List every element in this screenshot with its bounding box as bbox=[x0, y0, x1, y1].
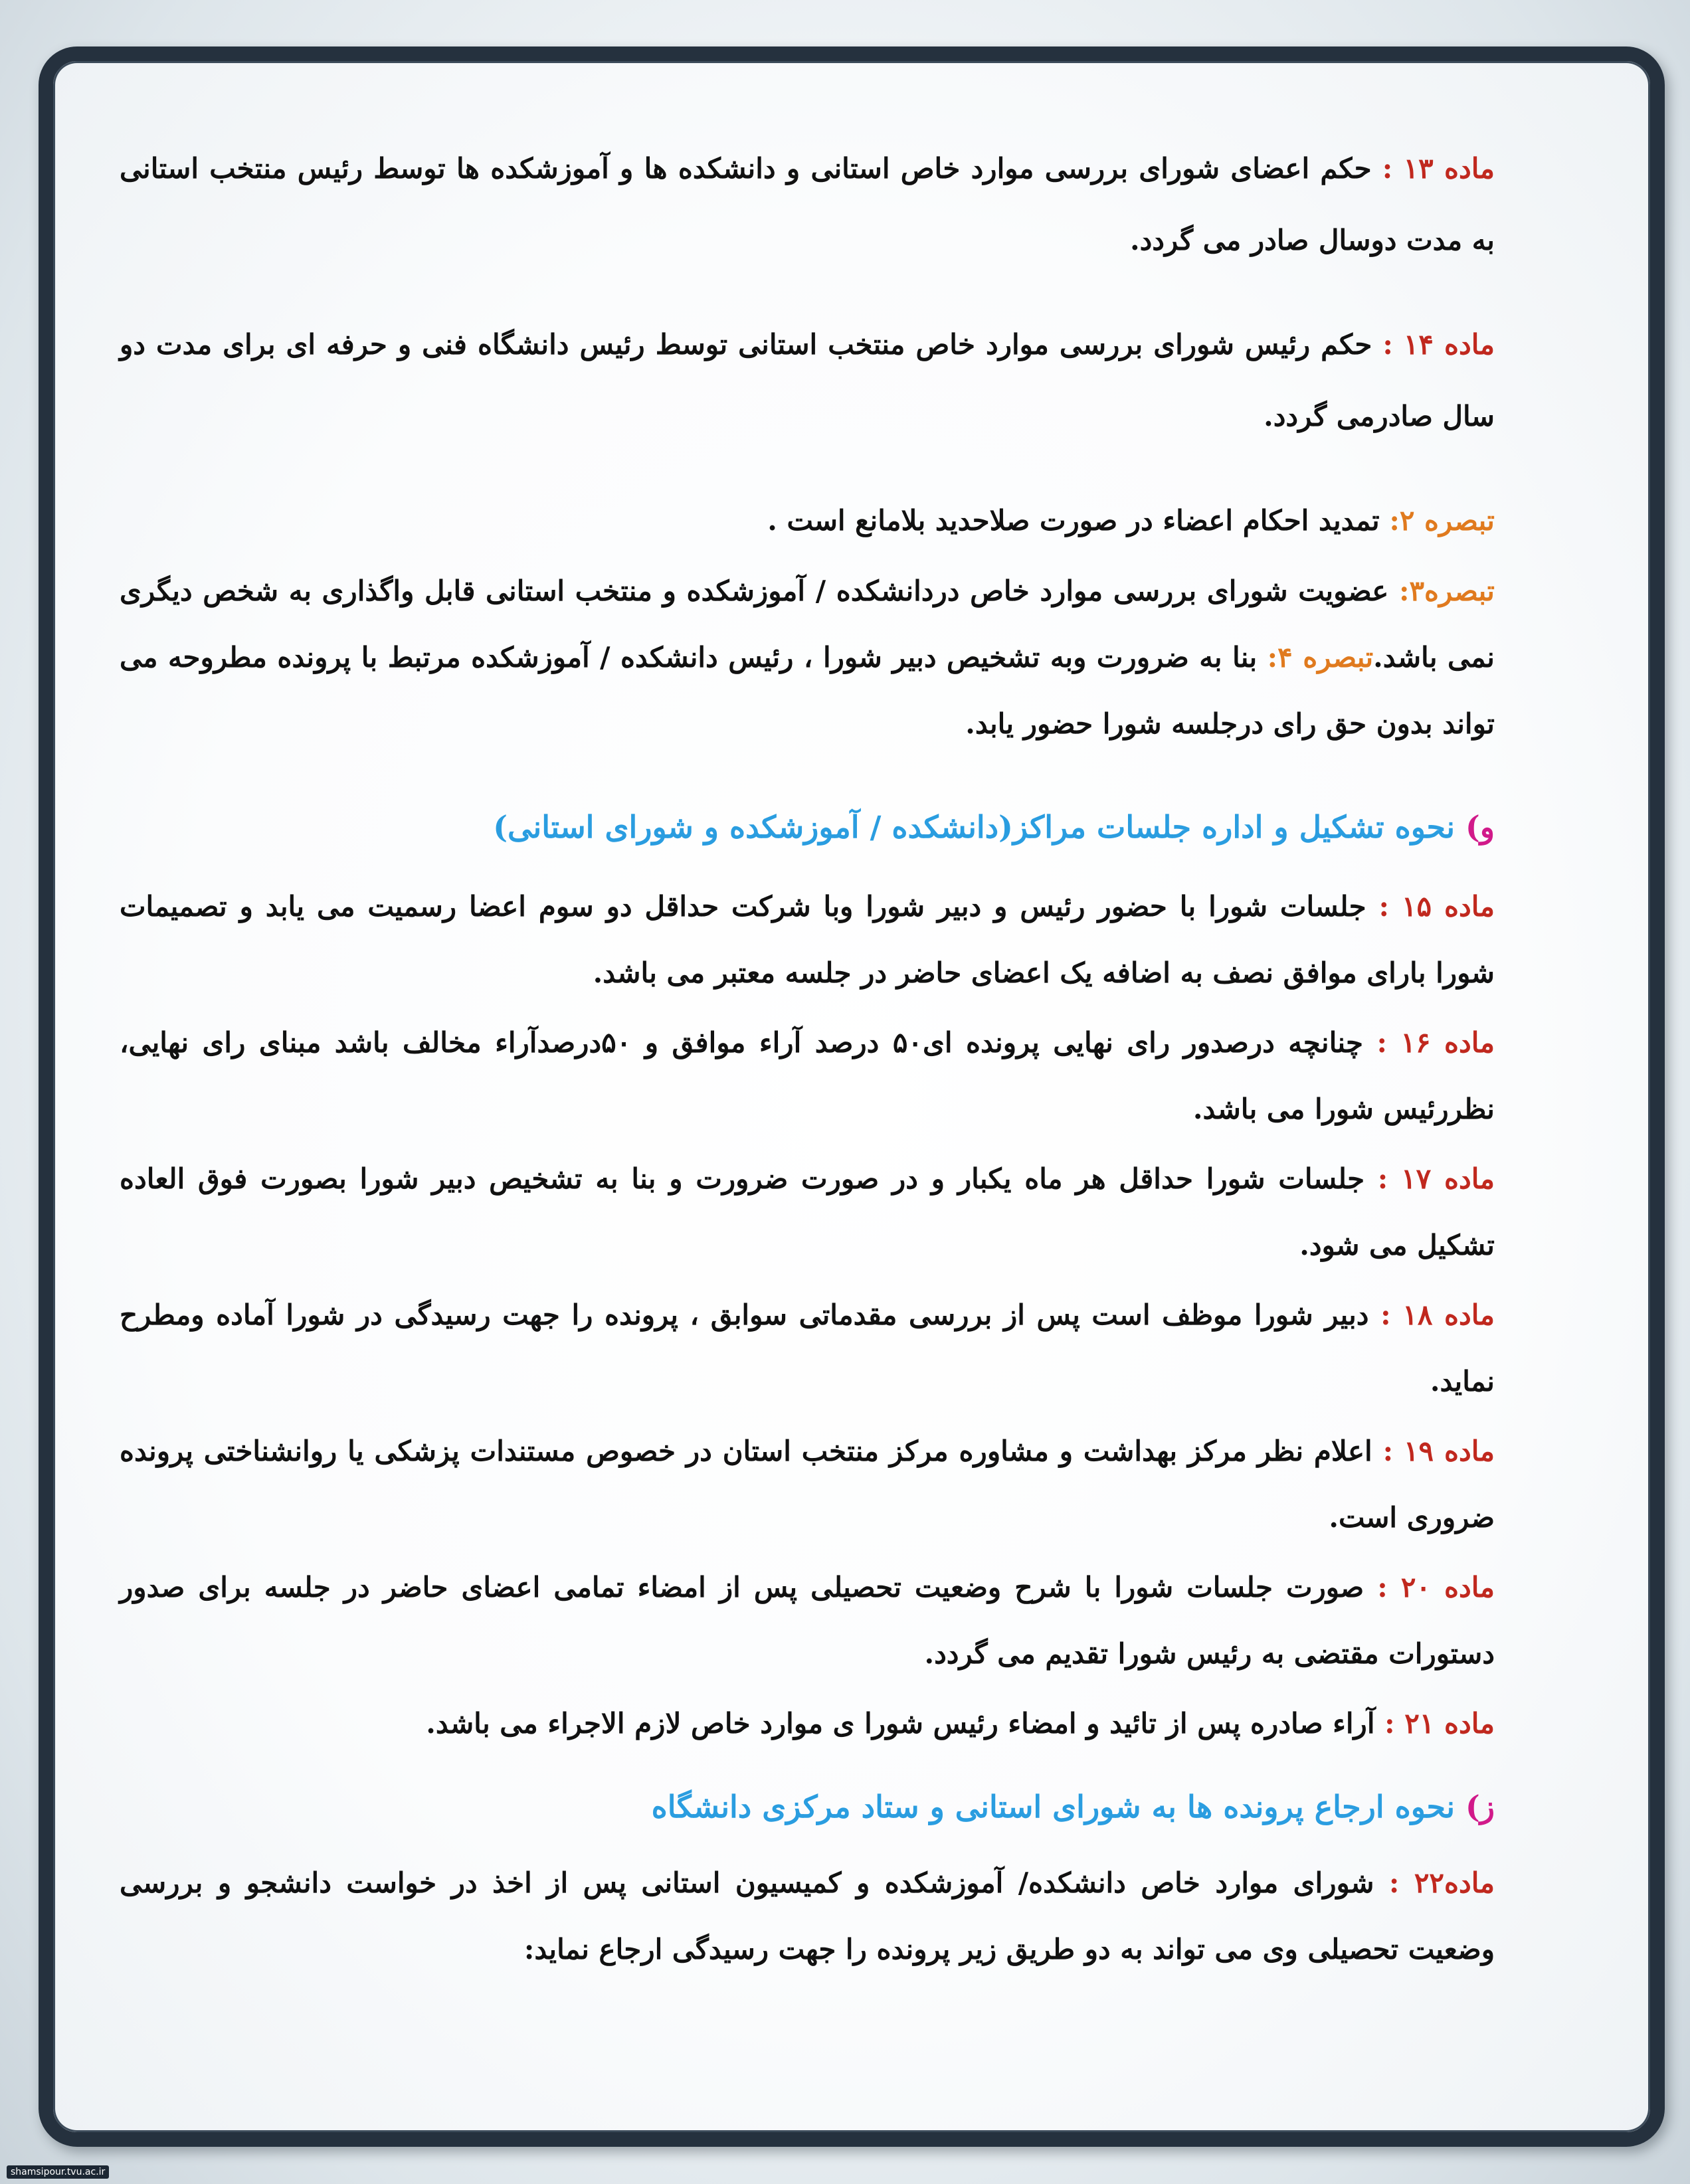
article-19 bbox=[120, 1418, 1495, 1551]
article-separator: : bbox=[1372, 328, 1404, 361]
article-label: ماده ۱۸ bbox=[1402, 1299, 1495, 1331]
article-text: حکم اعضای شورای بررسی موارد خاص استانی و دانشکده ها و آموزشکده ها توسط رئیس منتخب استانی به مدت دوسال صادر می گردد. bbox=[120, 152, 1495, 256]
section-heading-vav bbox=[120, 800, 1495, 854]
article-13 bbox=[120, 133, 1495, 276]
article-18 bbox=[120, 1282, 1495, 1415]
note-label: تبصره ۴: bbox=[1267, 641, 1374, 674]
section-letter: و) bbox=[1465, 809, 1495, 845]
article-text: چنانچه درصدور رای نهایی پرونده ای۵۰ درصد آراء موافق و ۵۰درصدآراء مخالف باشد مبنای رای نهایی، نظررئیس شورا می باشد. bbox=[120, 1026, 1495, 1125]
article-17 bbox=[120, 1146, 1495, 1279]
section-letter: ز) bbox=[1465, 1789, 1495, 1825]
article-15 bbox=[120, 873, 1495, 1006]
article-16 bbox=[120, 1010, 1495, 1142]
article-label: ماده ۱۷ bbox=[1401, 1162, 1495, 1195]
note-text: عضویت شورای بررسی موارد خاص دردانشکده / آموزشکده و منتخب استانی قابل واگذاری به شخص دیگری نمی باشد. bbox=[120, 575, 1495, 674]
article-separator: : bbox=[1371, 152, 1404, 185]
article-text: شورای موارد خاص دانشکده/ آموزشکده و کمیسیون استانی پس از اخذ در خواست دانشجو و بررسی وضعیت تحصیلی وی می تواند به دو طریق زیر پرونده را جهت رسیدگی ارجاع نماید: bbox=[120, 1866, 1495, 1965]
article-label: ماده ۲۱ bbox=[1404, 1707, 1495, 1740]
article-separator: : bbox=[1364, 1571, 1401, 1603]
article-label: ماده ۱۴ bbox=[1403, 328, 1495, 361]
article-text: اعلام نظر مرکز بهداشت و مشاوره مرکز منتخب استان در خصوص مستندات پزشکی یا روانشناختی پرونده ضروری است. bbox=[120, 1435, 1495, 1534]
article-label: ماده ۱۵ bbox=[1401, 890, 1495, 923]
article-separator: : bbox=[1374, 1866, 1414, 1899]
note-3-and-4 bbox=[120, 558, 1495, 757]
article-text: آراء صادره پس از تائید و امضاء رئیس شورا ی موارد خاص لازم الاجراء می باشد. bbox=[426, 1707, 1375, 1740]
section-title: نحوه تشکیل و اداره جلسات مراکز(دانشکده / آموزشکده و شورای استانی) bbox=[493, 809, 1466, 845]
article-separator: : bbox=[1368, 1299, 1403, 1331]
note-2 bbox=[120, 485, 1495, 557]
section-title: نحوه ارجاع پرونده ها به شورای استانی و ستاد مرکزی دانشگاه bbox=[651, 1789, 1466, 1825]
article-21 bbox=[120, 1690, 1495, 1757]
section-heading-ze bbox=[120, 1780, 1495, 1833]
article-label: ماده ۱۶ bbox=[1400, 1026, 1495, 1059]
site-watermark: shamsipour.tvu.ac.ir bbox=[7, 2165, 109, 2179]
article-separator: : bbox=[1364, 1162, 1402, 1195]
note-text: بنا به ضرورت وبه تشخیص دبیر شورا ، رئیس دانشکده / آموزشکده مرتبط با پرونده مطروحه می تواند بدون حق رای درجلسه شورا حضور یابد. bbox=[120, 641, 1495, 740]
article-20 bbox=[120, 1554, 1495, 1687]
article-separator: : bbox=[1366, 890, 1402, 923]
note-label: تبصره ۲: bbox=[1389, 504, 1495, 537]
article-text: صورت جلسات شورا با شرح وضعیت تحصیلی پس از امضاء تمامی اعضای حاضر در جلسه برای صدور دستورات مقتضی به رئیس شورا تقدیم می گردد. bbox=[120, 1571, 1495, 1670]
article-14 bbox=[120, 309, 1495, 452]
article-text: حکم رئیس شورای بررسی موارد خاص منتخب استانی توسط رئیس دانشگاه فنی و حرفه ای برای مدت دو سال صادرمی گردد. bbox=[120, 328, 1495, 432]
article-separator: : bbox=[1363, 1026, 1401, 1059]
article-separator: : bbox=[1374, 1707, 1405, 1740]
note-text: تمدید احکام اعضاء در صورت صلاحدید بلامانع است . bbox=[767, 504, 1390, 537]
article-separator: : bbox=[1372, 1435, 1404, 1467]
article-text: جلسات شورا حداقل هر ماه یکبار و در صورت ضرورت و بنا به تشخیص دبیر شورا بصورت فوق العاده تشکیل می شود. bbox=[120, 1162, 1495, 1261]
article-label: ماده۲۲ bbox=[1414, 1866, 1495, 1899]
note-label: تبصره۳: bbox=[1398, 575, 1495, 607]
article-text: دبیر شورا موظف است پس از بررسی مقدماتی سوابق ، پرونده را جهت رسیدگی در شورا آماده ومطرح نماید. bbox=[120, 1299, 1495, 1398]
article-22 bbox=[120, 1850, 1495, 1983]
article-label: ماده ۲۰ bbox=[1400, 1571, 1495, 1603]
article-label: ماده ۱۳ bbox=[1403, 152, 1495, 185]
article-text: جلسات شورا با حضور رئیس و دبیر شورا وبا شرکت حداقل دو سوم اعضا رسمیت می یابد و تصمیمات شورا بارای موافق نصف به اضافه یک اعضای حاضر در جلسه معتبر می باشد. bbox=[120, 890, 1495, 989]
article-label: ماده ۱۹ bbox=[1403, 1435, 1495, 1467]
